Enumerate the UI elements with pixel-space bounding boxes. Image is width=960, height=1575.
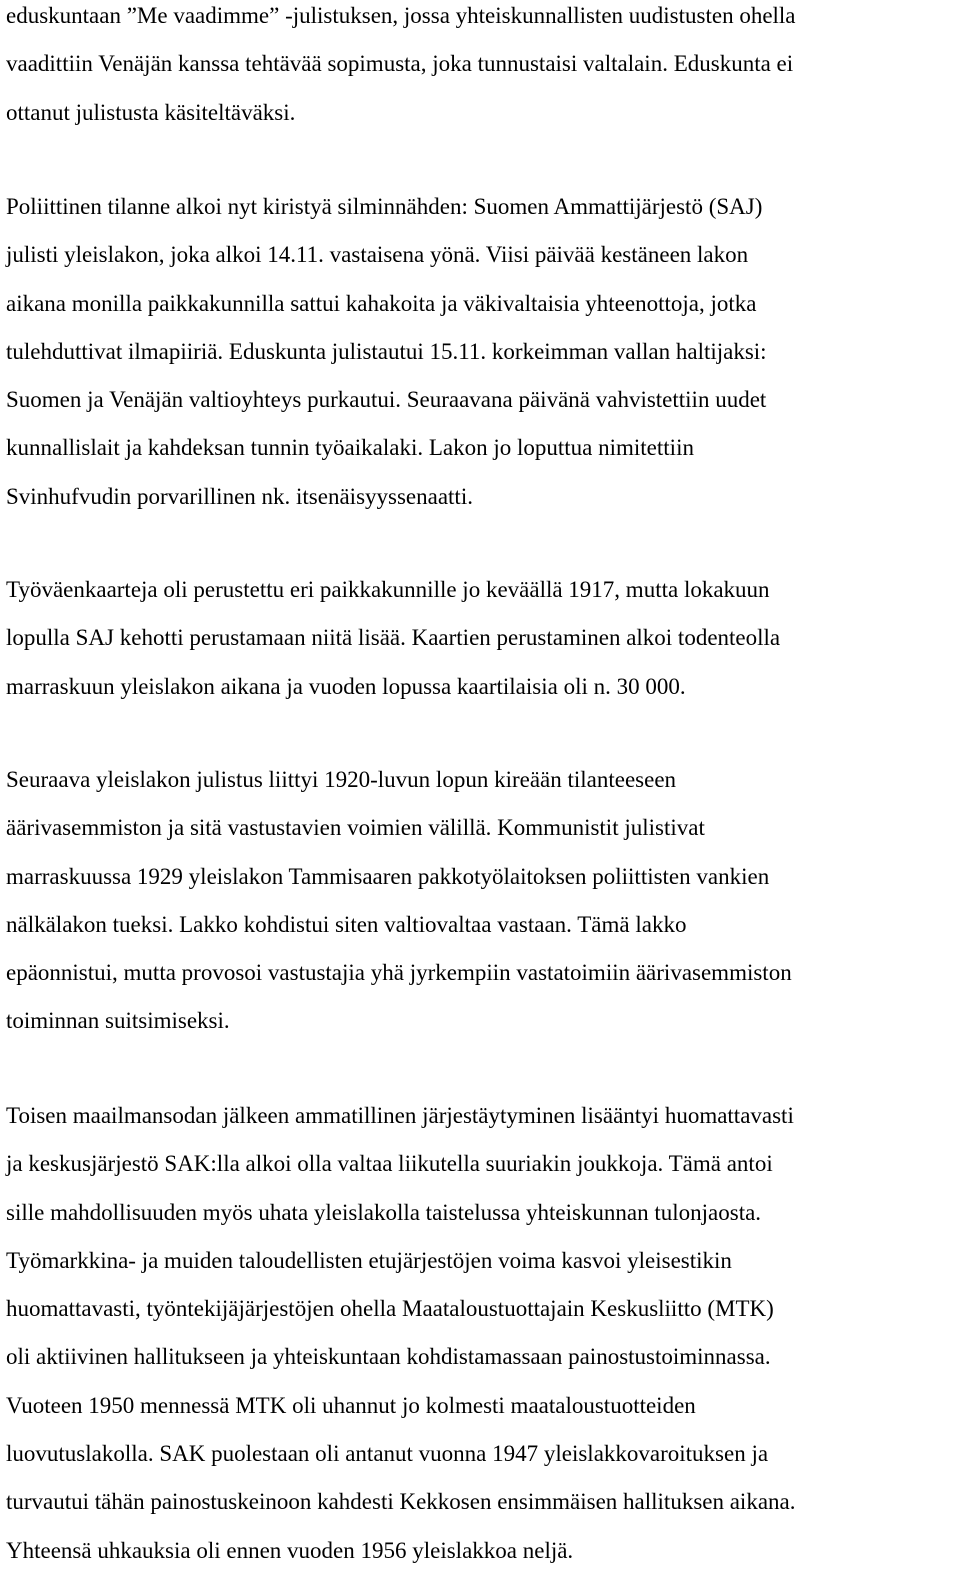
text-line: toiminnan suitsimiseksi. [6, 1008, 230, 1034]
text-line: Seuraava yleislakon julistus liittyi 1920-luvun lopun kireään tilanteeseen [6, 767, 677, 792]
text-line: marraskuussa 1929 yleislakon Tammisaaren pakkotyölaitoksen poliittisten vankien [6, 863, 770, 889]
text-line: vaadittiin Venäjän kanssa tehtävää sopimusta, joka tunnustaisi valtalain. Eduskunta ei [6, 51, 794, 77]
text-line: turvautui tähän painostuskeinoon kahdesti Kekkosen ensimmäisen hallituksen aikana. [6, 1489, 796, 1515]
text-line: huomattavasti, työntekijäjärjestöjen ohella Maataloustuottajain Keskusliitto (MTK) [6, 1296, 774, 1322]
text-line: Vuoteen 1950 mennessä MTK oli uhannut jo kolmesti maataloustuotteiden [6, 1392, 696, 1418]
text-line: äärivasemmiston ja sitä vastustavien voimien välillä. Kommunistit julistivat [6, 815, 705, 841]
paragraph-yleislakko-1917 [6, 183, 767, 521]
paragraph-sodanjalkeen [6, 1092, 796, 1575]
text-line: Suomen ja Venäjän valtioyhteys purkautui. Seuraavana päivänä vahvistettiin uudet [6, 387, 767, 413]
text-line: lopulla SAJ kehotti perustamaan niitä lisää. Kaartien perustaminen alkoi todenteolla [6, 625, 781, 651]
text-line: aikana monilla paikkakunnilla sattui kahakoita ja väkivaltaisia yhteenottoja, jotka [6, 290, 757, 316]
text-line: julisti yleislakon, joka alkoi 14.11. vastaisena yönä. Viisi päivää kestäneen lakon [6, 242, 749, 268]
text-line: epäonnistui, mutta provosoi vastustajia yhä jyrkempiin vastatoimiin äärivasemmiston [6, 960, 792, 986]
text-line: ottanut julistusta käsiteltäväksi. [6, 99, 296, 125]
paragraph-yleislakko-1929 [6, 756, 792, 1046]
text-line: nälkälakon tueksi. Lakko kohdistui siten valtiovaltaa vastaan. Tämä lakko [6, 911, 687, 937]
text-line: Poliittinen tilanne alkoi nyt kiristyä silminnähden: Suomen Ammattijärjestö (SAJ) [6, 194, 763, 219]
text-line: marraskuun yleislakon aikana ja vuoden lopussa kaartilaisia oli n. 30 000. [6, 673, 686, 699]
paragraph-tyovaenkaartit [6, 566, 780, 711]
text-line: Työmarkkina- ja muiden taloudellisten etujärjestöjen voima kasvoi yleisestikin [6, 1247, 732, 1273]
text-line: ja keskusjärjestö SAK:lla alkoi olla valtaa liikutella suuriakin joukkoja. Tämä antoi [6, 1151, 773, 1177]
text-line: kunnallislait ja kahdeksan tunnin työaikalaki. Lakon jo loputtua nimitettiin [6, 435, 694, 461]
text-line: Työväenkaarteja oli perustettu eri paikkakunnille jo keväällä 1917, mutta lokakuun [6, 577, 770, 602]
text-line: tulehduttivat ilmapiiriä. Eduskunta julistautui 15.11. korkeimman vallan haltijaksi: [6, 338, 767, 364]
text-line: Yhteensä uhkauksia oli ennen vuoden 1956 yleislakkoa neljä. [6, 1537, 574, 1563]
text-line: oli aktiivinen hallitukseen ja yhteiskuntaan kohdistamassaan painostustoiminnassa. [6, 1344, 771, 1370]
text-line: eduskuntaan ”Me vaadimme” -julistuksen, jossa yhteiskunnallisten uudistusten ohella [6, 3, 796, 28]
text-line: sille mahdollisuuden myös uhata yleislakolla taistelussa yhteiskunnan tulonjaosta. [6, 1199, 762, 1225]
text-line: luovutuslakolla. SAK puolestaan oli antanut vuonna 1947 yleislakkovaroituksen ja [6, 1441, 769, 1467]
text-line: Svinhufvudin porvarillinen nk. itsenäisyyssenaatti. [6, 483, 473, 509]
paragraph-me-vaadimme [6, 0, 796, 137]
text-line: Toisen maailmansodan jälkeen ammatillinen järjestäytyminen lisääntyi huomattavasti [6, 1103, 794, 1128]
